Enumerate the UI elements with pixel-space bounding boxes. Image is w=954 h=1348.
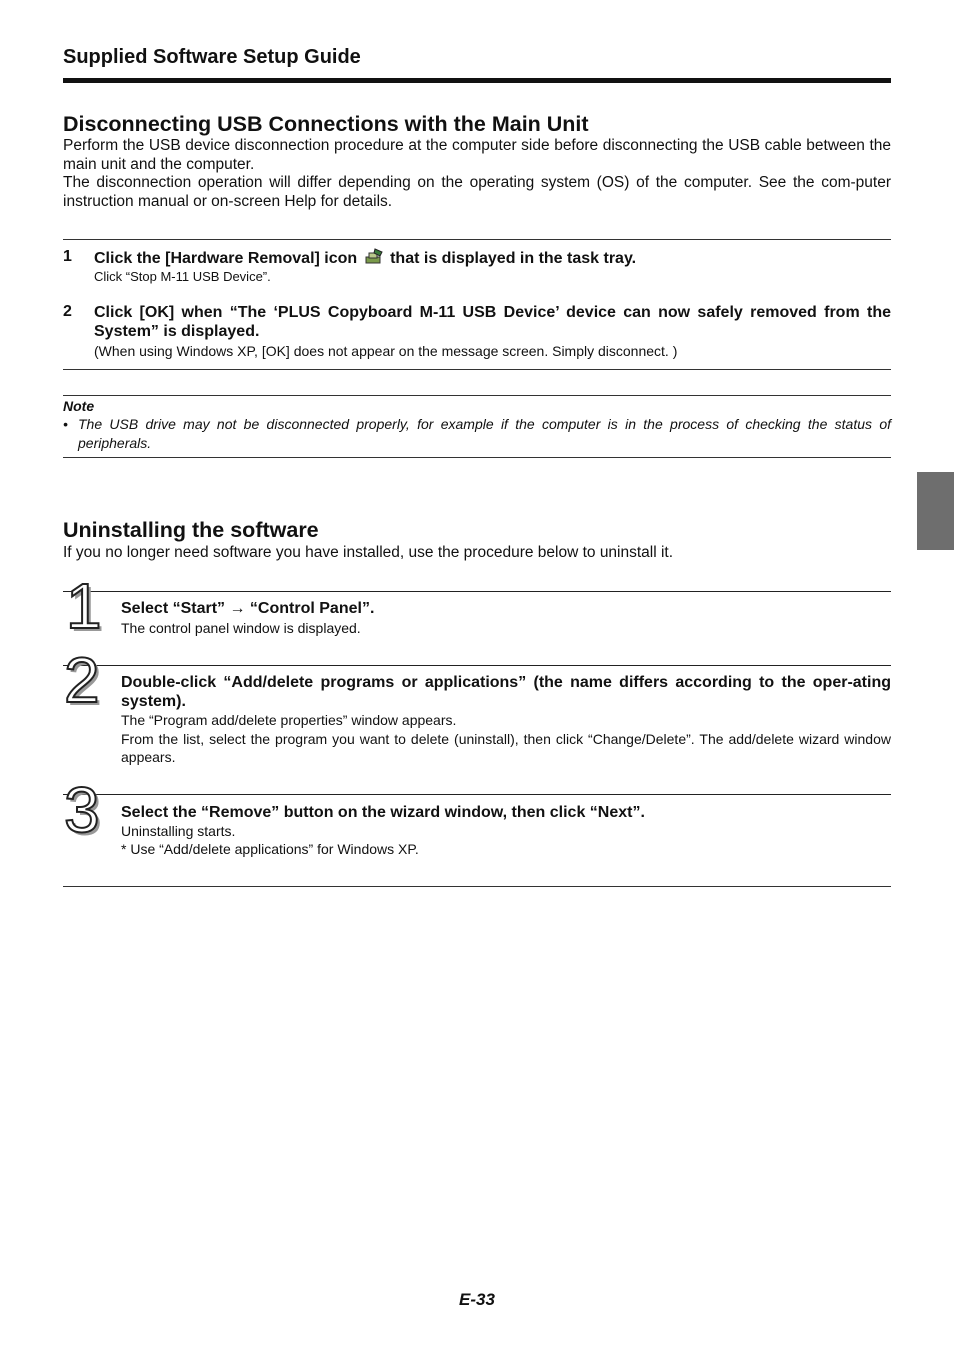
note-bullet: • bbox=[63, 416, 68, 432]
note-title: Note bbox=[63, 398, 95, 414]
page-number: E-33 bbox=[459, 1290, 495, 1309]
usb-step-1-title-end: that is displayed in the task tray. bbox=[390, 250, 637, 267]
usb-step-2-title: Click [OK] when “The ‘PLUS Copyboard M-11 USB Device’ device can now safely removed from the System” is displayed. bbox=[94, 304, 891, 340]
usb-step-2-detail: (When using Windows XP, [OK] does not appear on the message screen. Simply disconnect. ) bbox=[94, 343, 678, 359]
uninstall-step-3-rule bbox=[63, 794, 891, 795]
uninstall-step-3-detail-1: Uninstalling starts. bbox=[121, 823, 236, 839]
uninstall-step-2-rule bbox=[63, 665, 891, 666]
usb-step-1-number: 1 bbox=[63, 248, 72, 265]
steps-top-rule bbox=[63, 239, 891, 240]
uninstall-step-1-number: 1 bbox=[66, 570, 102, 642]
usb-section-heading: Disconnecting USB Connections with the Main Unit bbox=[63, 112, 589, 136]
uninstall-step-3-title: Select the “Remove” button on the wizard window, then click “Next”. bbox=[121, 804, 645, 821]
page-header-title: Supplied Software Setup Guide bbox=[63, 46, 361, 68]
uninstall-step-2-detail-1: The “Program add/delete properties” window appears. bbox=[121, 712, 457, 728]
uninstall-intro: If you no longer need software you have installed, use the procedure below to uninstall it. bbox=[63, 544, 674, 561]
uninstall-step-2-detail-2: From the list, select the program you want to delete (uninstall), then click “Change/Delete”. The add/delete wizard window appears. bbox=[121, 731, 891, 765]
note-top-rule bbox=[63, 395, 891, 396]
uninstall-step-3-number: 3 bbox=[64, 774, 100, 846]
header-rule bbox=[63, 78, 891, 83]
usb-intro-paragraph-2: The disconnection operation will differ depending on the operating system (OS) of the computer. See the com-puter instruction manual or on-screen Help for details. bbox=[63, 174, 891, 210]
usb-step-2-number: 2 bbox=[63, 303, 72, 320]
uninstall-bottom-rule bbox=[63, 886, 891, 887]
uninstall-step-1-detail: The control panel window is displayed. bbox=[121, 620, 361, 636]
usb-intro-paragraph-1: Perform the USB device disconnection procedure at the computer side before disconnecting the USB cable between the main unit and the computer. bbox=[63, 137, 891, 173]
note-text: The USB drive may not be disconnected properly, for example if the computer is in the process of checking the status of peripherals. bbox=[78, 416, 891, 451]
uninstall-step-1-title: Select “Start” → “Control Panel”. bbox=[121, 600, 375, 617]
uninstall-step-3-detail-2: * Use “Add/delete applications” for Windows XP. bbox=[121, 841, 419, 857]
usb-step-1-detail: Click “Stop M-11 USB Device”. bbox=[94, 269, 271, 284]
steps-bottom-rule bbox=[63, 369, 891, 370]
note-bottom-rule bbox=[63, 457, 891, 458]
usb-step-1-title-start: Click the [Hardware Removal] icon bbox=[94, 250, 358, 267]
uninstall-section-heading: Uninstalling the software bbox=[63, 518, 319, 542]
uninstall-step-2-title: Double-click “Add/delete programs or applications” (the name differs according to the oper-ating system). bbox=[121, 674, 891, 710]
uninstall-step-1-rule bbox=[63, 591, 891, 592]
uninstall-step-2-number: 2 bbox=[64, 644, 100, 716]
side-tab-marker bbox=[917, 472, 954, 550]
